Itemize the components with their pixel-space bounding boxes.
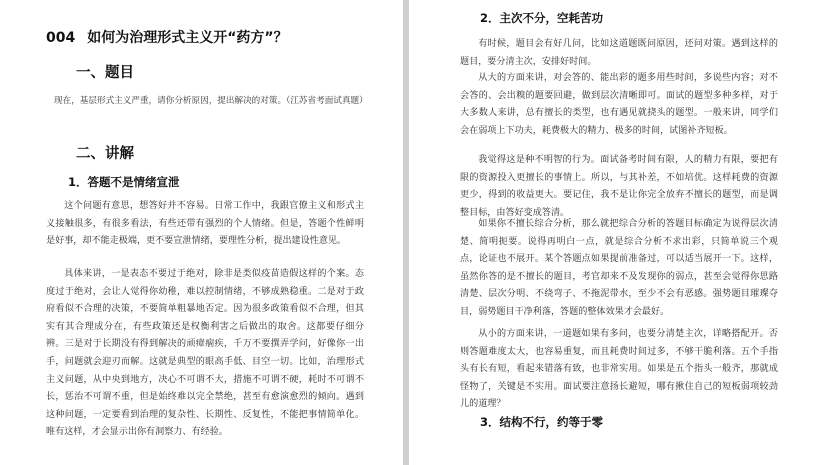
point-2-heading: 2．主次不分，空耗苦功 xyxy=(480,11,604,25)
point-1-paragraph-1: 这个问题有意思，想答好并不容易。日常工作中，我跟官僚主义和形式主义接触很多，有很多看法，有些还带有强烈的个人情绪。但是，答题个性鲜明是好事，却不能走极端，更不要宣泄情绪，要理性分析，提出建设性意见。 xyxy=(46,201,364,247)
right-page xyxy=(410,0,818,465)
point-2-paragraph-1: 有时候，题目会有好几问，比如这道题既问原因，还问对策。遇到这样的题目，要分清主次，安排好时间。 xyxy=(460,39,778,67)
point-2-paragraph-3: 我觉得这是种不明智的行为。面试备考时间有限，人的精力有限，要把有限的资源投入更擅长的事情上。所以，与其补差，不如培优。这样耗费的资源更少，得到的收益更大。要记住，我不是让你完全放弃不擅长的题型，而是调整目标，由答好变成答清。 xyxy=(460,155,778,218)
section-heading-topic: 一、题目 xyxy=(76,65,134,81)
point-3-heading: 3．结构不行，约等于零 xyxy=(480,415,604,429)
section-heading-explanation: 二、讲解 xyxy=(76,146,134,162)
question-text: 现在，基层形式主义严重，请你分析原因，提出解决的对策。（江苏省考面试真题） xyxy=(54,96,368,106)
question-title xyxy=(46,27,288,47)
question-title-text: 如何为治理形式主义开“药方”？ xyxy=(87,30,288,46)
point-1-heading: 1．答题不是情绪宣泄 xyxy=(68,175,180,189)
point-1-paragraph-2: 具体来讲，一是表态不要过于绝对，除非是类似疫苗造假这样的个案。态度过于绝对，会让人觉得你幼稚，难以控制情绪，不够成熟稳重。二是对于政府看似不合理的决策，不要简单粗暴地否定。因为很多政策看似不合理，但其实有其合理成分在，有些政策还是权衡利害之后做出的取舍。这都要仔细分辨。三是对于长期没有得到解决的顽瘴痼疾，千万不要撰弄学问，好像你一出手，问题就会迎刃而解。这就是典型的眼高手低、目空一切。比如，治理形式主义问题，从中央到地方，决心不可谓不大，措施不可谓不硬，耗时不可谓不长，惩治不可谓不重，但是始终难以完全禁绝，甚至有愈演愈烈的倾向。遇到这种问题，一定要看到治理的复杂性、长期性、反复性，不能把事情简单化。唯有这样，才会显示出你有洞察力、有经验。 xyxy=(46,269,364,438)
question-number: 004 xyxy=(46,30,76,46)
left-page xyxy=(0,0,402,465)
point-2-paragraph-4: 如果你不擅长综合分析，那么就把综合分析的答题目标确定为说得层次清楚、简明扼要。说得再明白一点，就是综合分析不求出彩，只简单说三个观点，论证也不展开。某个答题点如果提前准备过，可以适当展开一下。这样，虽然你答的是不擅长的题目，考官却来不及发现你的弱点，甚至会觉得你思路清楚、层次分明、不绕弯子、不拖泥带水，至少不会有恶感。强势题目璀璨夺目，弱势题目干净利落，答题的整体效果才会最好。 xyxy=(460,219,778,317)
point-2-paragraph-5: 从小的方面来讲，一道题如果有多问，也要分清楚主次，详略搭配开。否则答题难度太大，也容易重复，而且耗费时间过多，不够干脆利落。五个手指头有长有短，看起来错落有致，也非常实用。如果是五个指头一般齐，那就成怪物了，关键是不实用。面试要注意扬长避短，哪有揪住自己的短板弱项较劲儿的道理？ xyxy=(460,329,778,410)
point-2-paragraph-2: 从大的方面来讲，对会答的、能出彩的题多用些时间，多说些内容；对不会答的、会出糗的题要回避，做到层次清晰即可。面试的题型多种多样，对于大多数人来讲，总有擅长的类型，也有遇见就挠头的题型。一般来讲，同学们会在弱项上下功夫，耗费极大的精力、极多的时间，试图补齐短板。 xyxy=(460,73,778,136)
page-divider xyxy=(403,0,409,465)
